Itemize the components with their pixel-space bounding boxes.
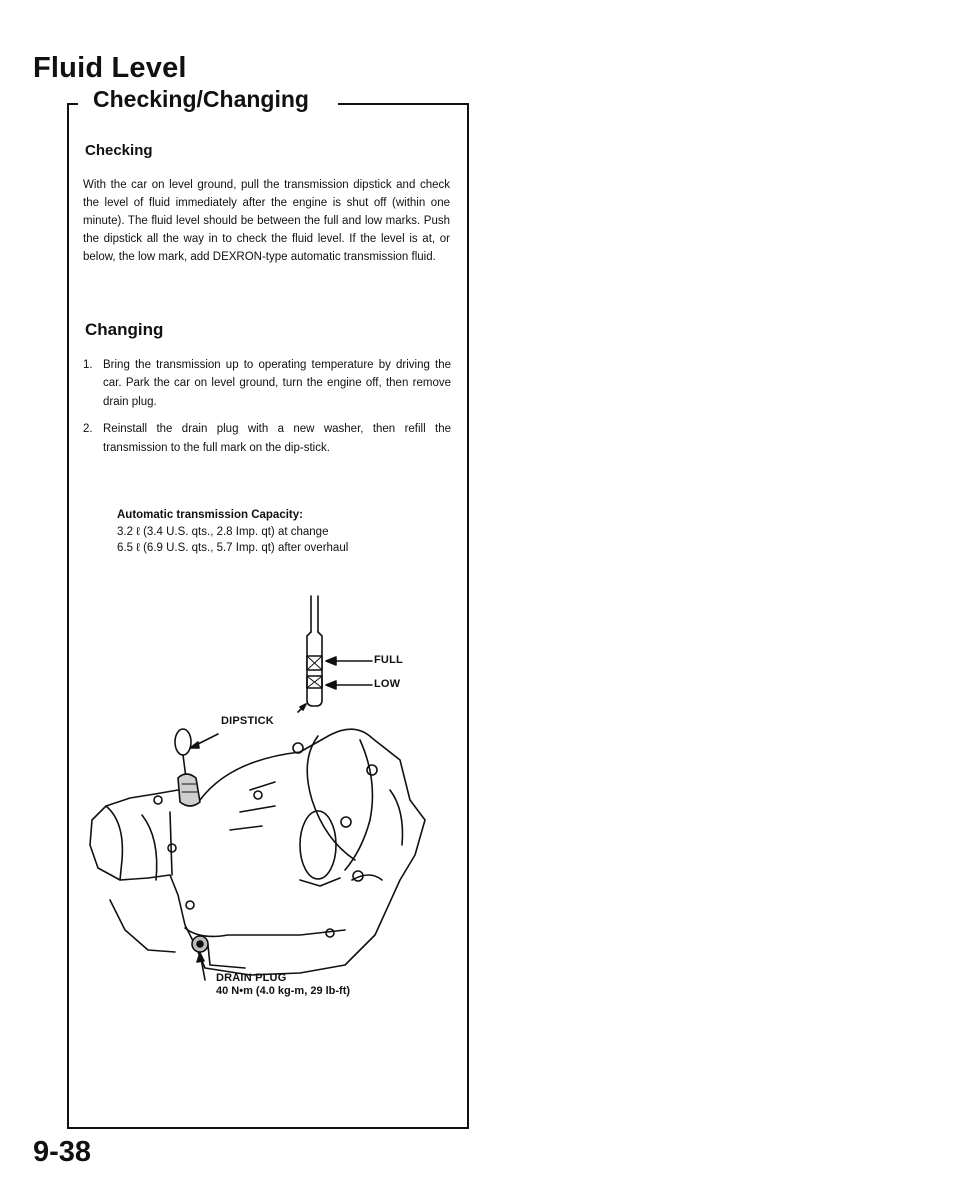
capacity-line-change: 3.2 ℓ (3.4 U.S. qts., 2.8 Imp. qt) at change [117, 525, 329, 538]
capacity-heading: Automatic transmission Capacity: [117, 509, 303, 521]
checking-paragraph: With the car on level ground, pull the transmission dipstick and check the level of fluid immediately after the engine is shut off (within one minute). The fluid level should be between the full and low marks. Push the dipstick all the way in to check the fluid level. If the level is at, or below, the low mark, add DEXRON-type automatic transmission fluid. [83, 179, 450, 264]
changing-heading: Changing [85, 320, 164, 339]
capacity-line-overhaul: 6.5 ℓ (6.9 U.S. qts., 5.7 Imp. qt) after overhaul [117, 542, 349, 555]
full-mark-label: FULL [374, 654, 403, 666]
transmission-case-drawing [90, 729, 425, 975]
step-text: Reinstall the drain plug with a new washer, then refill the transmission to the full mark on the dip-stick. [103, 423, 451, 454]
section-title: Checking/Changing [93, 86, 309, 112]
dipstick-label: DIPSTICK [221, 715, 274, 727]
page-number: 9-38 [33, 1136, 92, 1168]
dipstick-handle-drawing [175, 729, 218, 806]
step-text: Bring the transmission up to operating temperature by driving the car. Park the car on level ground, turn the engine off, then remove drain plug. [103, 359, 451, 408]
step-number: 2. [83, 423, 93, 436]
drain-plug-torque: 40 N•m (4.0 kg-m, 29 lb-ft) [216, 985, 351, 997]
drain-plug-drawing [192, 936, 208, 980]
low-mark-label: LOW [374, 678, 401, 690]
checking-heading: Checking [85, 142, 153, 159]
step-number: 1. [83, 359, 93, 371]
dipstick-closeup-drawing [298, 596, 322, 712]
drain-plug-label: DRAIN PLUG [216, 972, 287, 984]
page-title: Fluid Level [33, 52, 187, 84]
